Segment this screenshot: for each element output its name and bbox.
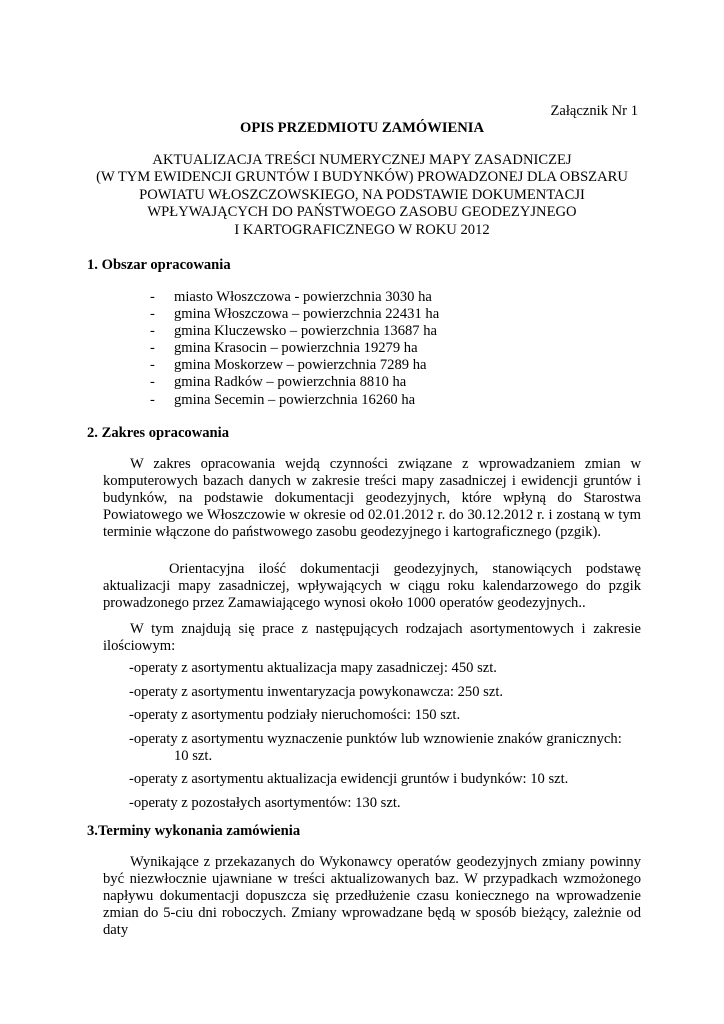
list-item: -operaty z pozostałych asortymentów: 130 szt. — [129, 794, 401, 811]
assortment-intro-paragraph: W tym znajdują się prace z następujących rodzajach asortymentowych i zakresie ilościowym: — [103, 621, 641, 654]
deadline-paragraph: Wynikające z przekazanych do Wykonawcy operatów geodezyjnych zmiany powinny być niezwłocznie ujawniane w treści aktualizowanych baz. W przypadkach wzmożonego napływu dokumentacji dopuszcza się przedłużenie czasu koniecznego na wprowadzenie zmian do 5-ciu dni roboczych. Zmiany wprowadzane będą w sposób bieżący, zależnie od daty — [103, 854, 641, 938]
document-subtitle — [80, 152, 644, 239]
document-title: OPIS PRZEDMIOTU ZAMÓWIENIA — [239, 120, 485, 136]
list-item: - gmina Moskorzew – powierzchnia 7289 ha — [150, 357, 427, 374]
scope-paragraph: W zakres opracowania wejdą czynności związane z wprowadzaniem zmian w komputerowych bazach danych w zakresie treści mapy zasadniczej i ewidencji gruntów i budynków, na podstawie dokumentacji geodezyjnych, które wpłyną do Starostwa Powiatowego we Włoszczowie w okresie od 02.01.2012 r. do 30.12.2012 r. i zostaną w tym terminie włączone do państwowego zasobu geodezyjnego i kartograficznego (pzgik). — [103, 456, 641, 540]
list-item: - gmina Radków – powierzchnia 8810 ha — [150, 374, 407, 391]
subtitle-line: WPŁYWAJĄCYCH DO PAŃSTWOEGO ZASOBU GEODEZYJNEGO — [147, 204, 577, 221]
area-list — [150, 289, 439, 409]
annex-label: Załącznik Nr 1 — [550, 103, 638, 119]
list-item: - gmina Krasocin – powierzchnia 19279 ha — [150, 340, 418, 357]
list-item: - miasto Włoszczowa - powierzchnia 3030 ha — [150, 289, 432, 305]
list-item: - gmina Secemin – powierzchnia 16260 ha — [150, 391, 416, 408]
list-item: -operaty z asortymentu wyznaczenie punktów lub wznowienie znaków granicznych: 10 szt. — [129, 731, 641, 765]
subtitle-line: POWIATU WŁOSZCZOWSKIEGO, NA PODSTAWIE DOKUMENTACJI — [139, 186, 585, 203]
list-item: - gmina Włoszczowa – powierzchnia 22431 ha — [150, 306, 440, 323]
list-item: -operaty z asortymentu aktualizacja mapy zasadniczej: 450 szt. — [129, 660, 497, 676]
list-item: - gmina Kluczewsko – powierzchnia 13687 ha — [150, 323, 438, 340]
assortment-list — [129, 660, 641, 818]
section-1-heading: 1. Obszar opracowania — [87, 257, 231, 273]
section-3-heading: 3.Terminy wykonania zamówienia — [87, 823, 301, 839]
subtitle-line: (W TYM EWIDENCJI GRUNTÓW I BUDYNKÓW) PROWADZONEJ DLA OBSZARU — [96, 169, 628, 186]
subtitle-line: AKTUALIZACJA TREŚCI NUMERYCZNEJ MAPY ZASADNICZEJ — [152, 152, 572, 168]
quantity-paragraph: Orientacyjna ilość dokumentacji geodezyjnych, stanowiących podstawę aktualizacji mapy zasadniczej, wpływających w ciągu roku kalendarzowego do pzgik prowadzonego przez Zamawiającego wynosi około 1000 operatów geodezyjnych.. — [103, 561, 641, 611]
subtitle-line: I KARTOGRAFICZNEGO W ROKU 2012 — [234, 221, 490, 238]
section-2-heading: 2. Zakres opracowania — [87, 425, 230, 441]
list-item: -operaty z asortymentu inwentaryzacja powykonawcza: 250 szt. — [129, 683, 504, 700]
list-item: -operaty z asortymentu podziały nieruchomości: 150 szt. — [129, 707, 461, 723]
list-item-continuation: 10 szt. — [174, 747, 213, 764]
list-item: -operaty z asortymentu aktualizacja ewidencji gruntów i budynków: 10 szt. — [129, 771, 569, 787]
